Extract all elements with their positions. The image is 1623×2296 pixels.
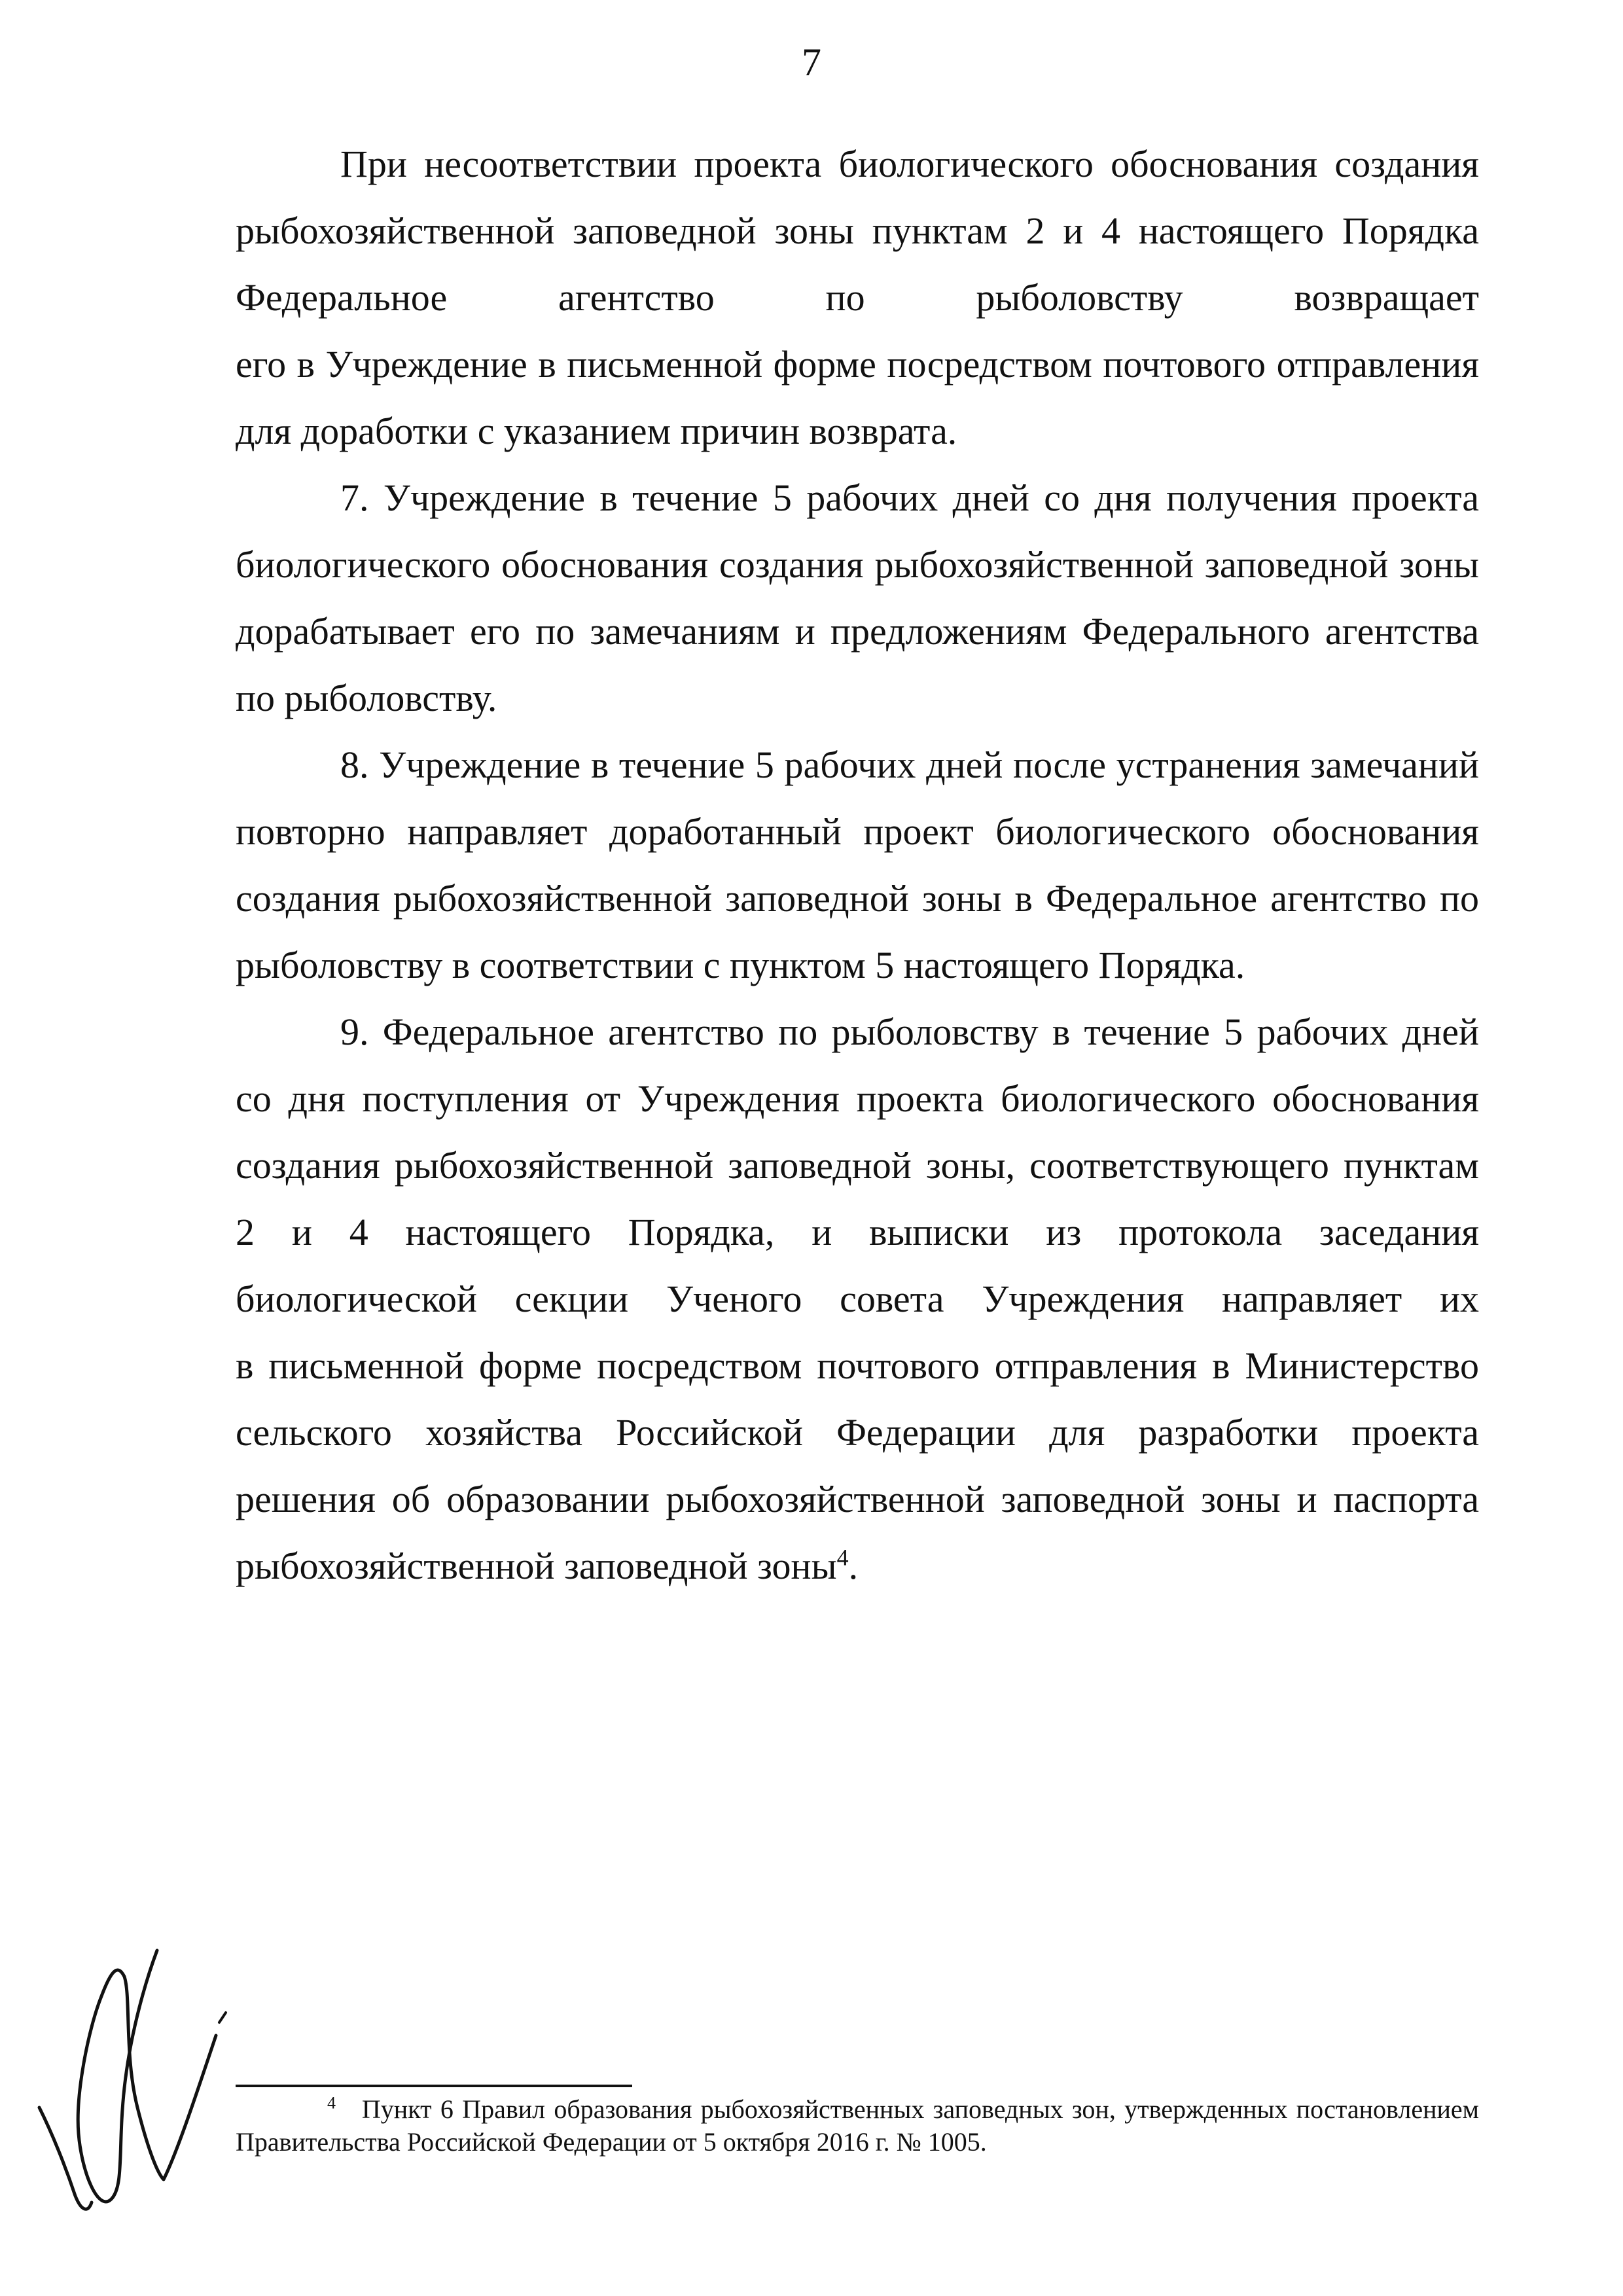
paragraph-9-end: . [848, 1545, 859, 1587]
footnote-separator [236, 2085, 632, 2087]
paragraph-9-part-2 [236, 1333, 1479, 1600]
paragraph-9-part-1: 9. Федеральное агентство по рыболовству в течение 5 рабочих дней со дня поступления от Учреждения проекта биологического обоснования создания рыбохозяйственной заповедной зоны, соответствующего пунктам 2 и 4 настоящего Порядка, и выписки из протокола заседания биологической секции Ученого совета Учреждения направляет их [236, 1011, 1479, 1320]
paragraph-7: 7. Учреждение в течение 5 рабочих дней со дня получения проекта биологического обоснования создания рыбохозяйственной заповедной зоны дорабатывает его по замечаниям и предложениям Федерального агентства по рыболовству. [236, 476, 1479, 719]
paragraph-8: 8. Учреждение в течение 5 рабочих дней после устранения замечаний повторно направляет доработанный проект биологического обоснования создания рыбохозяйственной заповедной зоны в Федеральное агентство по рыболовству в соответствии с пунктом 5 настоящего Порядка. [236, 744, 1479, 986]
footnote [236, 2093, 1479, 2159]
paragraph-6-continuation-part-2: его в Учреждение в письменной форме посредством почтового отправления для доработки с указанием причин возврата. [236, 343, 1479, 452]
page-number: 7 [802, 41, 821, 84]
handwritten-signature [26, 1937, 236, 2212]
paragraph-9-text: в письменной форме посредством почтового отправления в Министерство сельского хозяйства Российской Федерации для разработки проекта решения об образовании рыбохозяйственной заповедной зоны и паспорта рыбохозяйственной заповедной зоны [236, 1344, 1479, 1587]
footnote-marker: 4 [327, 2093, 336, 2113]
footnote-reference[interactable]: 4 [836, 1544, 849, 1571]
paragraph-6-continuation-part-1: При несоответствии проекта биологического обоснования создания рыбохозяйственной заповедной зоны пунктам 2 и 4 настоящего Порядка Федеральное агентство по рыболовству возвращает [236, 143, 1479, 319]
footnote-text: Пункт 6 Правил образования рыбохозяйственных заповедных зон, утвержденных постановлением Правительства Российской Федерации от 5 октября 2016 г. № 1005. [236, 2094, 1479, 2157]
document-body [236, 131, 1479, 1600]
